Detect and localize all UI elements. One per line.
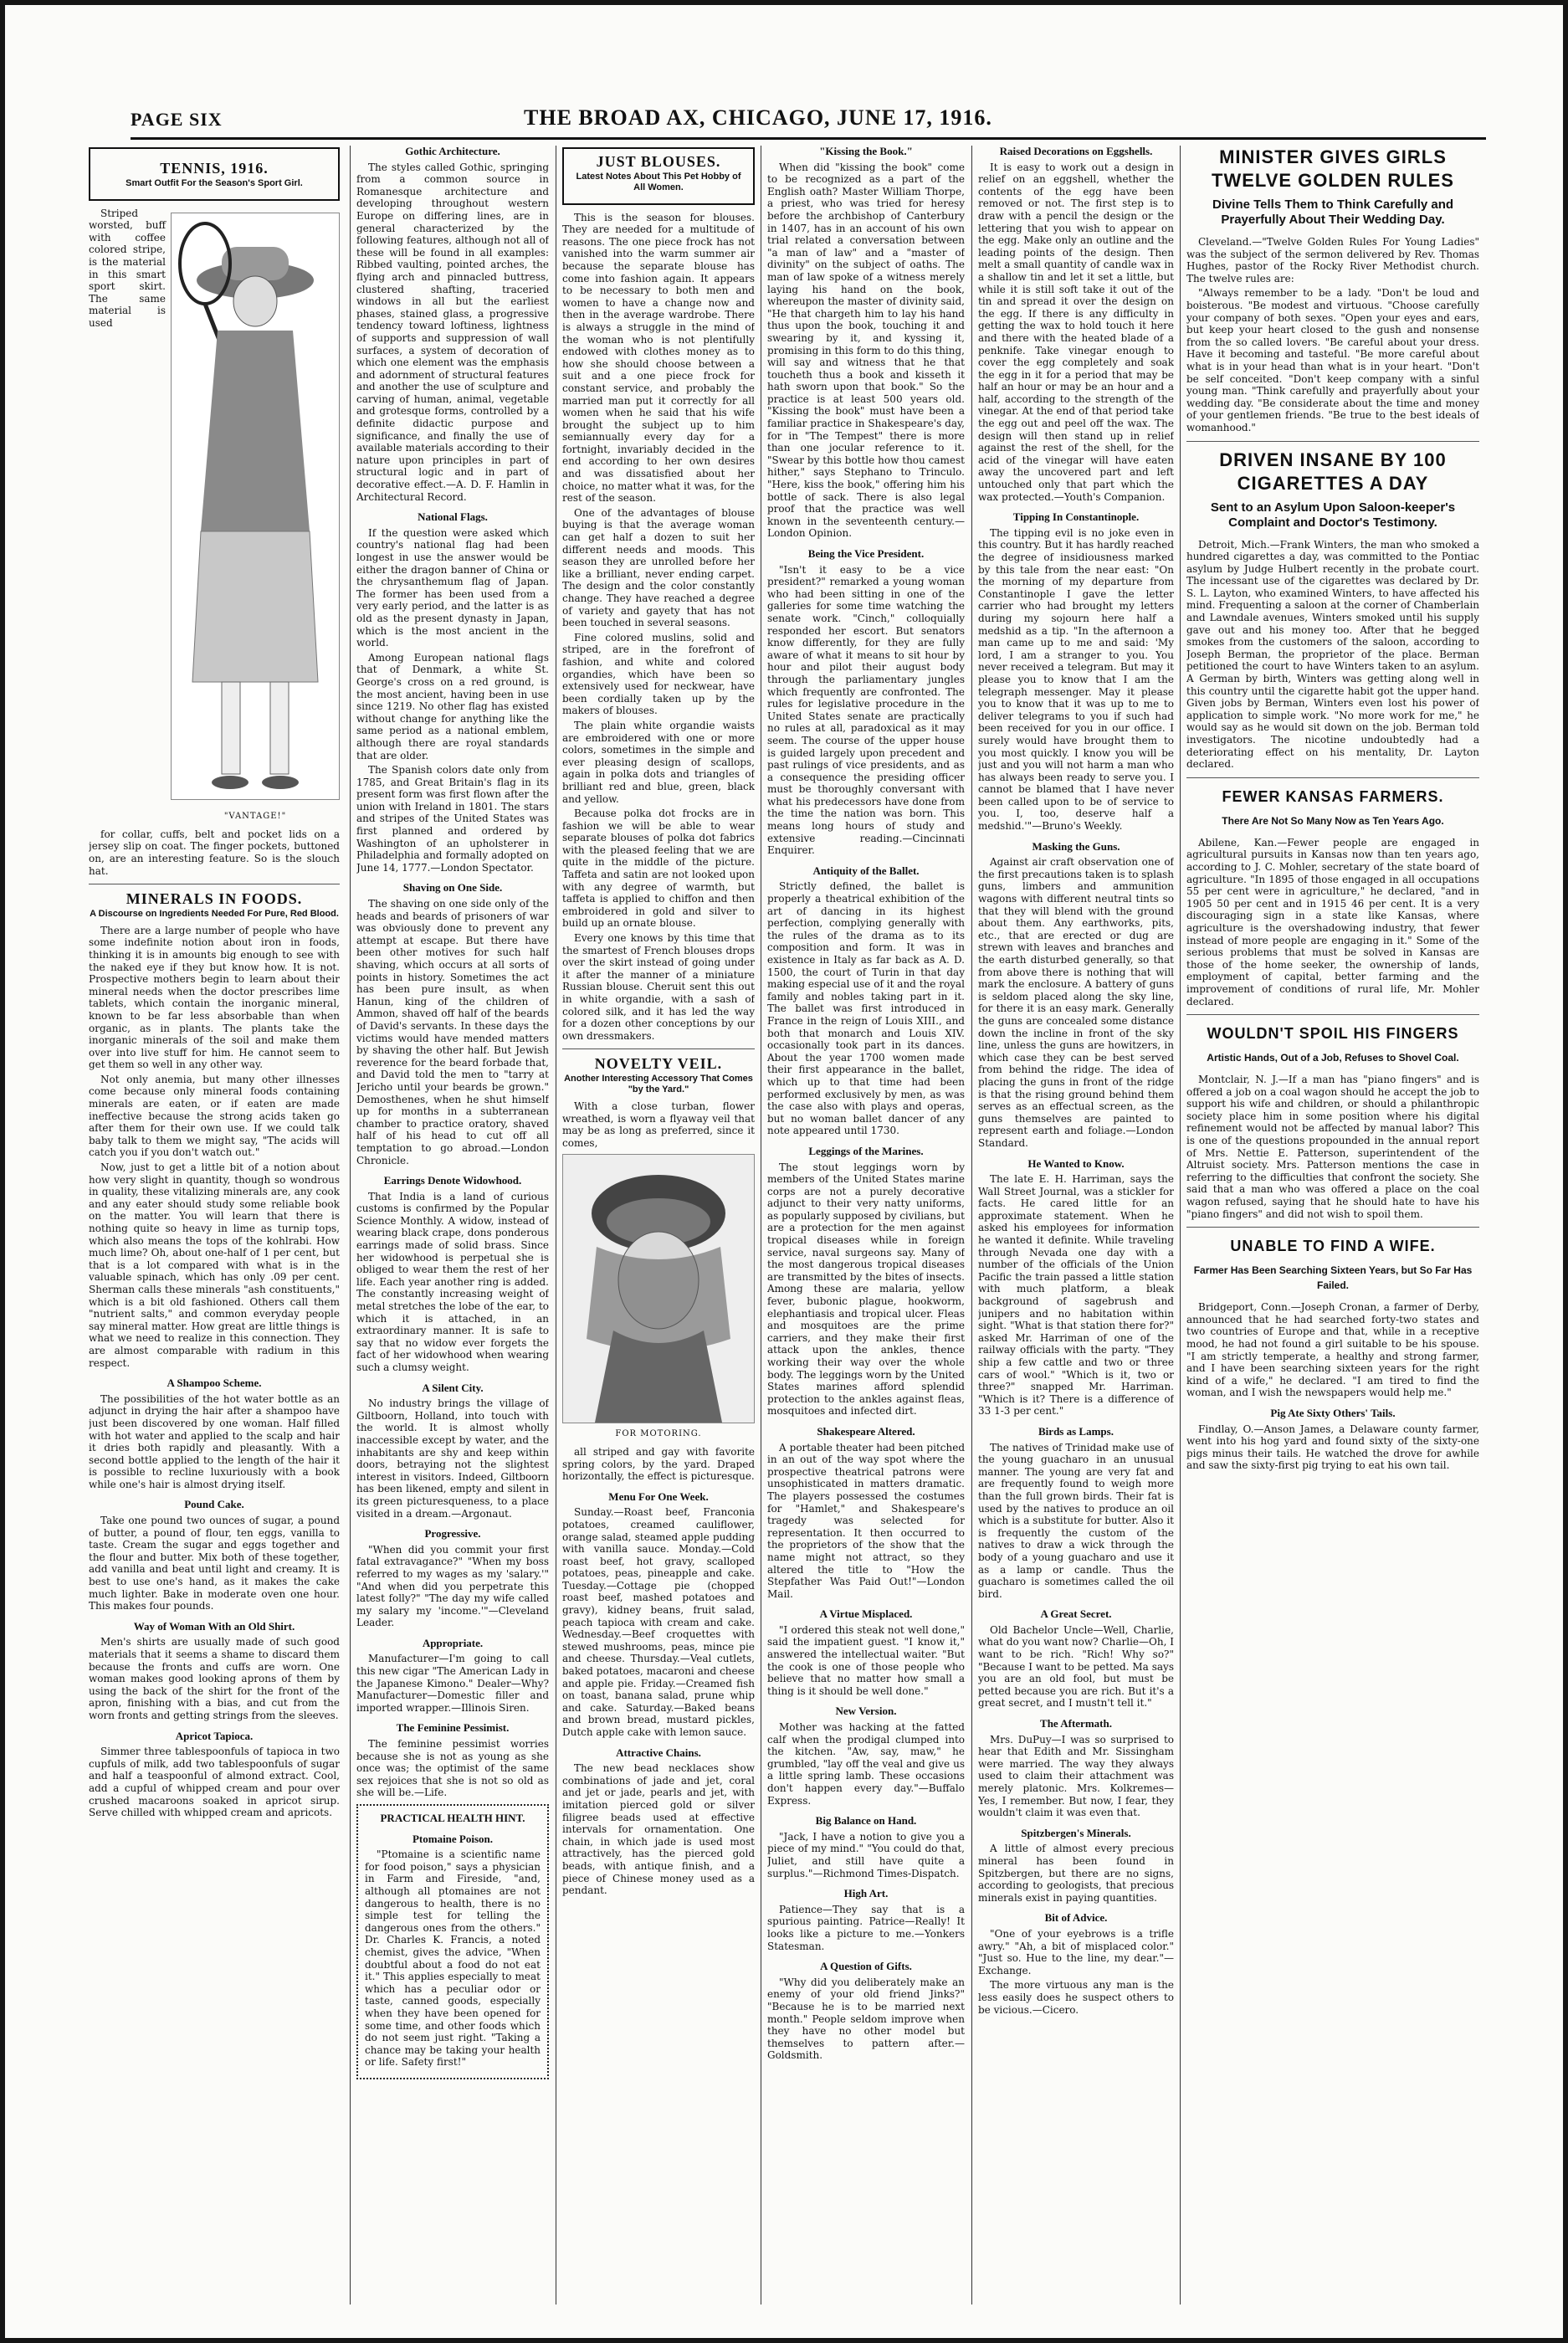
section-rule: [562, 1048, 755, 1049]
article-paragraph: If the question were asked which country's national flag had been longest in use the answer would be either the dragon banner of China or the chrysanthemum flag of Japan. The former has been used from a very early period, and the latter is as old as the present dynasty in Japan, which is the most ancient in the world.: [356, 526, 549, 649]
article-title: A Silent City.: [422, 1381, 484, 1394]
article-title: Attractive Chains.: [616, 1746, 701, 1759]
article-paragraph: It is easy to work out a design in relief on an eggshell, whether the contents of the egg have been removed or not. The first step is to draw with a pencil the design or the lettering that you wish to appear on the egg. Make only an outline and the leading points of the design. Then melt a small quantity of candle wax in a shallow tin and let it set a little, but while it is still soft take it out of the tin and spread it over the design on the egg. If there is any difficulty in getting the wax to hold touch it here and there with the heated blade of a penknife. Take vinegar enough to cover the egg completely and soak the egg in it for a period that may be half an hour or may be an hour and a half, according to the strength of the vinegar. At the end of that period take the egg out and peel off the wax. The design will then stand up in relief against the rest of the shell, for the acid of the vinegar will have eaten away the uncovered part and left untouched only that part which the wax protected.—Youth's Companion.: [978, 161, 1174, 503]
article-title: Progressive.: [424, 1527, 481, 1541]
article-title: Appropriate.: [422, 1636, 484, 1649]
article-paragraph: The stout leggings worn by members of the United States marine corps are not a purely decorative adjunct to their very natty uniforms, as popularly supposed by civilians, but are a protection for the men against tropical diseases while in foreign service, naval surgeons say. Many of the most dangerous tropical diseases are transmitted by the bites of insects. Among these are malaria, yellow fever, bubonic plague, hookworm, elephantiasis and tropical ulcer. Fleas and mosquitoes are the prime carriers, and they make their first attack upon the ankles, thence working their way over the whole body. The leggings worn by the United States marines afford splendid protection to the ankles against fleas, mosquitoes and infected dirt.: [767, 1161, 965, 1418]
article-paragraph: Among European national flags that of Denmark, a white St. George's cross on a red ground, is the most ancient, having been in use since 1219. No other flag has existed without change for anything like the same period as a national emblem, although there are royal standards that are older.: [356, 651, 549, 761]
article-paragraph: The natives of Trinidad make use of the young guacharo in an unusual manner. The young are very fat and are frequently found to weigh more than the full grown birds. Their fat is used by the natives to produce an oil which is a substitute for butter. Also it is frequently the custom of the natives to draw a wick through the body of a young guacharo and use it as a lamp or candle. Thus the guacharo is sometimes called the oil bird.: [978, 1441, 1174, 1600]
tennis-intro: [89, 208, 166, 828]
article-title: Tipping In Constantinople.: [1012, 510, 1140, 524]
article-paragraph: That India is a land of curious customs is confirmed by the Popular Science Monthly. A widow, instead of wearing black crape, dons ponderous earrings made of solid brass. Since her widowhood is perpetual she is obliged to wear them the rest of her life. Each year another ring is added. The constantly increasing weight of metal stretches the lobe of the ear, to which it is attached, in an extraordinary manner. It is safe to say that no widow ever forgets the fact of her widowhood when wearing such a clumsy weight.: [356, 1190, 549, 1373]
article-subtitle: Another Interesting Accessory That Comes "by the Yard.": [564, 1073, 753, 1095]
column-5: [978, 146, 1174, 2305]
article-paragraph: Not only anemia, but many other illnesses come because only mineral foods containing minerals are eaten, or if eaten are made ineffective because the strong acids taken go after them for their own use. If we could talk baby talk to them we might say, "The acids will catch you if you don't watch out.": [89, 1073, 340, 1159]
article-title: Pound Cake.: [184, 1498, 244, 1511]
article-paragraph: Old Bachelor Uncle—Well, Charlie, what do you want now? Charlie—Oh, I want to be rich. "Rich! Why so?" "Because I want to be petted. Ma says you are an old fool, but must be petted because you are rich. But it's a great secret, and I mustn't tell it.": [978, 1623, 1174, 1710]
masthead-rule: [131, 137, 1486, 140]
article-paragraph: Against air craft observation one of the first precautions taken is to splash guns, limbers and ammunition wagons with different neutral tints so that they will blend with the ground about them. Any earthworks, pits, etc., that are erected or dug are strewn with leaves and branches and the earth disturbed generally, so that from above there is nothing that will mark the enclosure. A battery of guns is seldom placed along the sky line, for there it is an easy mark. Generally the guns are concealed some distance down the incline in front of the sky line, unless the guns are howitzers, in which case they can be best served from behind the ridge. The idea of placing the guns in front of the ridge is that the rising ground behind them serves as an effectual screen, as the guns themselves are painted to represent earth and foliage.—London Standard.: [978, 856, 1174, 1149]
article-paragraph: The more virtuous any man is the less easily does he suspect others to be vicious.—Cicero.: [978, 1979, 1174, 2016]
article-title: "Kissing the Book.": [819, 146, 913, 157]
article-title: The Feminine Pessimist.: [396, 1721, 510, 1735]
headline: MINISTER GIVES GIRLS TWELVE GOLDEN RULES: [1212, 146, 1454, 191]
article-paragraph: Abilene, Kan.—Fewer people are engaged in agricultural pursuits in Kansas now than ten years ago, according to J. C. Mohler, secretary of the state board of agriculture. "In 1895 of those engaged in all occupations 55 per cent were in agriculture," he declared, "and in 1905 50 per cent and in 1915 46 per cent. It is a very discouraging sign in a state like Kansas, where agriculture is the overshadowing industry, that fewer instead of more people are engaging in it." Some of the serious problems that must be solved in Kansas are those of the home seeker, the ownership of lands, employment of capital, better farming and the improvement of conditions of rural life, Mr. Mohler declared.: [1186, 836, 1479, 1007]
column-divider: [971, 146, 972, 2305]
article-paragraph: This is the season for blouses. They are needed for a multitude of reasons. The one piece frock has not vanished into the warm summer air because the separate blouse has come into fashion again. It appears to be necessary to both men and women to have a change now and then in the average wardrobe. There is always a struggle in the mind of the woman who is not plentifully endowed with clothes money as to how she should choose between a suit and a one piece frock for constant service, and probably the married man put it correctly for all women when he said that his wife brought the subject up to him semiannually every day for a fortnight, invariably decided in the end according to her own desires and was dissatisfied about her choice, no matter what it was, for the rest of the season.: [562, 211, 755, 505]
article-paragraph: Striped worsted, buff with coffee colored stripe, is the material in this smart sport skirt. The same material is used: [89, 207, 166, 329]
article-title: TENNIS, 1916.: [160, 160, 269, 177]
article-paragraph: One of the advantages of blouse buying is that the average woman can get half a dozen to suit her different needs and moods. This season they are unrolled before her like a brilliant, never ending carpet. The design and the color constantly change. They have reached a degree of variety and gayety that has not been touched in several seasons.: [562, 506, 755, 629]
article-title: He Wanted to Know.: [1027, 1156, 1125, 1170]
article-paragraph: The feminine pessimist worries because she is not as young as she once was; the optimist of the same sex rejoices that she is not so old as she will be.—Life.: [356, 1738, 549, 1799]
article-paragraph: Cleveland.—"Twelve Golden Rules For Young Ladies" was the subject of the sermon delivered by Rev. Thomas Hughes, pastor of the Rocky River Methodist church. The twelve rules are:: [1186, 236, 1479, 285]
column-divider: [1180, 146, 1181, 2305]
masthead: [131, 105, 1486, 134]
page-number: PAGE SIX: [131, 109, 223, 130]
article-paragraph: The Spanish colors date only from 1785, and Great Britain's flag in its present form was first flown after the union with Ireland in 1801. The stars and stripes of the United States was first planned and ordered by Washington of an upholsterer in Philadelphia and formally adopted on June 14, 1777.—London Spectator.: [356, 764, 549, 874]
article-paragraph: Strictly defined, the ballet is properly a theatrical exhibition of the art of dancing in its highest perfection, complying generally with the rules of the drama as to its composition and form. It was in existence in Italy as far back as A. D. 1500, the court of Turin in that day making especial use of it and the royal family and nobles taking part in it. The ballet was first introduced in France in the reign of Louis XIII., and both that monarch and Louis XIV. occasionally took part in its dances. About the year 1700 women made their first appearance in the ballet, which up to that time had been performed exclusively by men, as was the case also with plays and operas, but no woman ballet dancer of any note appeared until 1730.: [767, 880, 965, 1137]
illustration-caption: FOR MOTORING.: [615, 1429, 702, 1439]
motoring-veil-illustration: [562, 1154, 755, 1423]
article-paragraph: Take one pound two ounces of sugar, a pound of butter, a pound of flour, ten eggs, vanilla to taste. Cream the sugar and eggs together and the flour and butter. Mix both of these together, add vanilla and beat until light and creamy. It is best to use one's hand, as it makes the cake much lighter. Bake in moderate oven one hour. This makes four pounds.: [89, 1515, 340, 1612]
headline-deck: Sent to an Asylum Upon Saloon-keeper's Complaint and Doctor's Testimony.: [1210, 500, 1456, 530]
article-title: Leggings of the Marines.: [808, 1144, 924, 1157]
article-subtitle: A Discourse on Ingredients Needed For Pure, Red Blood.: [90, 908, 339, 919]
article-paragraph: "One of your eyebrows is a trifle awry." "Ah, a bit of misplaced color." "Just so. Hue to the line, my dear."—Exchange.: [978, 1927, 1174, 1976]
column-3: [562, 146, 755, 2305]
column-1: [89, 146, 340, 2305]
article-title: Menu For One Week.: [608, 1489, 709, 1503]
blouses-header-box: [562, 147, 755, 205]
section-rule: [1186, 777, 1479, 778]
article-paragraph: "Ptomaine is a scientific name for food poison," says a physician in Farm and Fireside, "and, although all ptomaines are not dangerous to health, there is no simple test for telling the dangerous ones from the others." Dr. Charles K. Francis, a noted chemist, gives the advice, "When doubtful about a food do not eat it." This applies especially to meat which has a peculiar odor or taste, canned goods, especially when they have been opened for some time, and other foods which do not seem just right. "Taking a chance may be taking your health or life. Safety first!": [365, 1848, 541, 2069]
tennis-header-box: [89, 147, 340, 201]
article-title: Big Balance on Hand.: [815, 1814, 917, 1828]
article-paragraph: With a close turban, flower wreathed, is worn a flyaway veil that may be as long as preferred, since it comes,: [562, 1100, 755, 1149]
health-hint-box: [356, 1804, 549, 2079]
article-paragraph: "Always remember to be a lady. "Don't be loud and boisterous. "Be modest and virtuous. "Choose carefully your company of both sexes. "Open your eyes and ears, but keep your heart closed to the gush and nonsense from the so called lovers. "Be careful about your dress. Have it becoming and tasteful. "Be more careful about what is in your head than what is in your heart. "Don't be self conceited. "Don't keep company with a sinful young man. "Think carefully and prayerfully about your wedding day. "Be considerate about the time and money of your gentlemen friends. "Be true to the best ideals of womanhood.": [1186, 287, 1479, 433]
article-paragraph: "Jack, I have a notion to give you a piece of my mind." "You could do that, Juliet, and still have quite a surplus."—Richmond Times-Dispatch.: [767, 1830, 965, 1879]
article-paragraph: There are a large number of people who have some indefinite notion about iron in foods, thinking it is in amounts big enough to see with the naked eye if they but know how. It is not. Prospective mothers begin to learn about their mineral needs when the doctor prescribes lime tablets, which contain the inorganic mineral, known to be far less absorbable than when organic, as in plants. The plants take the inorganic minerals of the soil and make them over into live stuff for him. He cannot seem to get them so well in any other way.: [89, 924, 340, 1071]
article-paragraph: Bridgeport, Conn.—Joseph Cronan, a farmer of Derby, announced that he had searched forty-two states and two countries of Europe and that, while in a receptive mood, he had not found a girl suitable to be his spouse. "I am strictly temperate, a healthy and strong farmer, and I have been searching sixteen years for the right kind of a wife," he declared. "I am tired to find the woman, and I wish the newspapers would help me.": [1186, 1301, 1479, 1399]
article-title: Earrings Denote Widowhood.: [383, 1174, 522, 1187]
illustration-caption: "VANTAGE!": [223, 812, 287, 822]
article-paragraph: Detroit, Mich.—Frank Winters, the man who smoked a hundred cigarettes a day, was committed to the Pontiac asylum by Judge Hulbert recently in the probate court. The incessant use of the cigarettes was declared by Dr. S. L. Layton, who examined Winters, to have affected his mind. Frequenting a saloon at the corner of Chamberlain and Lawndale avenues, Winters smoked until his supply gave out and his money too. After that he begged smokes from the customers of the saloon, according to Joseph Berman, the proprietor of the place. Berman petitioned the court to have Winters taken to an asylum. A German by birth, Winters was getting along well in this country until the cigarette habit got the upper hand. Given jobs by Berman, Winters even lost his power of application to simple work. "No more work for me," he would say as he would sit down on the job. Berman told investigators. The nicotine undoubtedly had a deteriorating effect on his mentality, Dr. Layton declared.: [1186, 538, 1479, 771]
article-paragraph: Manufacturer—I'm going to call this new cigar "The American Lady in the Japanese Kimono." Dealer—Why? Manufacturer—Domestic filler and imported wrapper.—Illinois Siren.: [356, 1653, 549, 1714]
tennis-player-illustration: [171, 213, 340, 800]
article-title: Raised Decorations on Eggshells.: [999, 146, 1153, 157]
article-paragraph: "Isn't it easy to be a vice president?" remarked a young woman who had been sitting in one of the galleries for some time watching the senate work. "Cinch," colloquially responded her escort. But senators know differently, for they are fully aware of what it means to sit hour by hour and pilot their august body through the parliamentary jungles which frequently are confronted. The rules for legislative procedure in the United States senate are practically no rules at all, paradoxical as it may seem. The course of the upper house is guided largely upon precedent and past rulings of vice presidents, and as a consequence the presiding officer must be thoroughly conversant with what his predecessors have done from the time the nation was born. This means long hours of study and extensive reading.—Cincinnati Enquirer.: [767, 563, 965, 857]
article-paragraph: Fine colored muslins, solid and striped, are in the forefront of fashion, and white and colored organdies, which have been so extensively used for neckwear, have been cordially taken up by the makers of blouses.: [562, 631, 755, 717]
headline-deck: Divine Tells Them to Think Carefully and Prayerfully About Their Wedding Day.: [1212, 197, 1454, 227]
article-title: Way of Woman With an Old Shirt.: [133, 1619, 295, 1633]
article-paragraph: Every one knows by this time that the smartest of French blouses drops over the skirt instead of going under it after the manner of a miniature Russian blouse. Cheruit sent this out in white organdie, with a sash of colored silk, and it has led the way for a dozen other conceptions by our own dressmakers.: [562, 932, 755, 1042]
article-title: Birds as Lamps.: [1038, 1424, 1114, 1438]
section-rule: [1186, 1227, 1479, 1228]
article-title: MINERALS IN FOODS.: [126, 890, 303, 908]
article-paragraph: Montclair, N. J.—If a man has "piano fingers" and is offered a job on a coal wagon should he accept the job to support his wife and children, or should a philanthropic society place him in some position where his digital refinement would not be affected by manual labor? This is one of the questions propounded in the annual report of Mrs. Nettie E. Patterson, superintendent of the Altruist society. Mrs. Patterson mentions the case in referring to the difficulties that confront the society. She said that a man who was offered a place on the coal wagon refused, saying that he should hate to have his "piano fingers" and did not wish to spoil them.: [1186, 1074, 1479, 1220]
article-title: Pig Ate Sixty Others' Tails.: [1270, 1406, 1396, 1419]
article-paragraph: The plain white organdie waists are embroidered with one or more colors, sometimes in the simple and ever pleasing design of scallops, again in polka dots and triangles of brilliant red and blue, green, black and yellow.: [562, 719, 755, 805]
article-title: National Flags.: [418, 510, 488, 524]
article-paragraph: No industry brings the village of Giltboorn, Holland, into touch with the world. It is almost wholly inaccessible except by water, and the inhabitants are shy and keep within doors, betraying not the slightest interest in visitors. Indeed, Giltboorn has been likened, empty and silent in its green picturesqueness, to a place visited in a dream.—Argonaut.: [356, 1397, 549, 1520]
article-paragraph: The possibilities of the hot water bottle as an adjunct in drying the hair after a shampoo have just been discovered by one woman. Half filled with hot water and applied to the scalp and hair it dries both rapidly and pleasantly. With a second bottle applied to the length of the hair it is possible to recline luxuriously with a book while one's hair is almost drying itself.: [89, 1392, 340, 1490]
box-title: PRACTICAL HEALTH HINT.: [380, 1812, 525, 1824]
article-title: Gothic Architecture.: [405, 146, 500, 157]
article-title: A Shampoo Scheme.: [167, 1377, 262, 1390]
article-title: High Art.: [843, 1887, 889, 1900]
article-paragraph: Mother was hacking at the fatted calf when the prodigal clumped into the kitchen. "Aw, say, maw," he grumbled, "lay off the veal and give us a little spring lamb. These occasions don't happen every day."—Buffalo Express.: [767, 1721, 965, 1807]
article-title: Bit of Advice.: [1044, 1911, 1108, 1925]
article-paragraph: Patience—They say that is a spurious painting. Patrice—Really! It looks like a picture to me.—Yonkers Statesman.: [767, 1903, 965, 1952]
article-paragraph: Sunday.—Roast beef, Franconia potatoes, creamed cauliflower, orange salad, steamed apple pudding with vanilla sauce. Monday.—Cold roast beef, hot gravy, scalloped potatoes, peas, pineapple and cake. Tuesday.—Cottage pie (chopped roast beef, mashed potatoes and gravy), kidney beans, fruit salad, peach tapioca with cream and cake. Wednesday.—Beef croquettes with stewed mushrooms, peas, mince pie and cheese. Thursday.—Veal cutlets, baked potatoes, macaroni and cheese and apple pie. Friday.—Creamed fish on toast, banana salad, prune whip and cake. Saturday.—Baked beans and brown bread, mustard pickles, Dutch apple cake with lemon sauce.: [562, 1506, 755, 1738]
article-title: New Version.: [835, 1705, 897, 1718]
article-paragraph: all striped and gay with favorite spring colors, by the yard. Draped horizontally, the effect is picturesque.: [562, 1445, 755, 1483]
article-title: Antiquity of the Ballet.: [812, 864, 920, 877]
article-title: Ptomaine Poison.: [412, 1832, 494, 1845]
article-title: Being the Vice President.: [807, 547, 925, 560]
section-rule: [1186, 441, 1479, 442]
article-paragraph: Simmer three tablespoonfuls of tapioca in two cupfuls of milk, add two tablespoonfuls of sugar and half a teaspoonful of almond extract. Cool, add a cupful of whipped cream and pour over crushed macaroons soaked in apricot sirup. Serve chilled with whipped cream and apricots.: [89, 1746, 340, 1819]
article-title: Apricot Tapioca.: [175, 1729, 254, 1742]
column-6: [1186, 146, 1479, 2305]
article-title: NOVELTY VEIL.: [594, 1055, 723, 1073]
article-paragraph: A little of almost every precious mineral has been found in Spitzbergen, but there are no signs, according to geologists, that precious minerals exist in paying quantities.: [978, 1843, 1174, 1904]
article-title: Masking the Guns.: [1032, 839, 1120, 853]
column-2: [356, 146, 549, 2305]
article-title: A Great Secret.: [1040, 1607, 1112, 1621]
newspaper-title: THE BROAD AX, CHICAGO, JUNE 17, 1916.: [524, 105, 992, 130]
headline: UNABLE TO FIND A WIFE.: [1230, 1238, 1436, 1255]
article-title: Shaving on One Side.: [402, 881, 503, 895]
headline: DRIVEN INSANE BY 100 CIGARETTES A DAY: [1219, 449, 1447, 494]
article-paragraph: A portable theater had been pitched in an out of the way spot where the prospective theatrical patrons were unsophisticated in matters dramatic. The players possessed the costumes for "Hamlet," and Shakespeare's tragedy was selected for representation. It then occurred to the proprietors of the show that the name might not attract, so they altered the title to "How the Stepfather Was Paid Out!"—London Mail.: [767, 1441, 965, 1600]
article-paragraph: The tipping evil is no joke even in this country. But it has hardly reached the degree of insidiousness marked by this tale from the near east: "On the morning of my departure from Constantinople I gave the letter carrier who had brought my letters during my sojourn here half a medshid as a tip. "In the afternoon a man came up to me and said: 'My lord, I am a stranger to you. You never received a telegram. But may it please you to know that I am the telegraph messenger. May it please you to know that it was up to me to deliver telegrams to you if such had been received for you in our office. I surely would have brought them to you most quickly. I know you will be just and you will not harm a man who has always been ready to serve you. I cannot be blamed that I have never been called upon to be of service to you. I, too, deserve half a medshid.'"—Bruno's Weekly.: [978, 526, 1174, 833]
article-subtitle: Latest Notes About This Pet Hobby of All Women.: [576, 171, 741, 192]
article-paragraph: The styles called Gothic, springing from a common source in Romanesque architecture and developing throughout western Europe on differing lines, are in general characterized by the following features, although not all of these will be found in all examples: Ribbed vaulting, pointed arches, the flying arch and pinnacled buttress, clustered shafting, traceried windows in all but the earliest phases, stained glass, a progressive tendency toward loftiness, lightness of supports and suppression of wall surfaces, a system of decoration of which one element was the emphasis and adornment of structural features and another the use of sculpture and carving of human, animal, vegetable and grotesque forms, controlled by a definite didactic purpose and significance, and finally the use of available materials according to their nature upon principles in part of structural logic and in part of decorative effect.—A. D. F. Hamlin in Architectural Record.: [356, 161, 549, 503]
article-subtitle: Smart Outfit For the Season's Sport Girl.: [126, 177, 303, 188]
headline-deck: There Are Not So Many Now as Ten Years Ago.: [1222, 814, 1444, 827]
article-paragraph: Mrs. DuPuy—I was so surprised to hear that Edith and Mr. Sissingham were married. The way they always used to claim their attachment was merely platonic. Mrs. Kolkremes—Yes, I remember. But now, I fear, they wouldn't claim it was even that.: [978, 1733, 1174, 1819]
section-rule: [1186, 1014, 1479, 1015]
article-title: A Question of Gifts.: [820, 1960, 912, 1973]
article-paragraph: Men's shirts are usually made of such good materials that it seems a shame to discard them because the fronts and cuffs are worn. One woman makes good looking aprons of them by using the back of the shirt for the front of the apron, finishing with a bias, and cut from the worn fronts and getting strings from the sleeves.: [89, 1636, 340, 1721]
column-divider: [350, 146, 351, 2305]
article-paragraph: Now, just to get a little bit of a notion about how very slight in quantity, though so wondrous in quality, these vitalizing minerals are, any cook and any eater should study some reliable book on the matter. You will learn that there is nothing quite so heavy in lime as turnip tops, which also means the tops of the kohlrabi. How much lime? Oh, about one-half of 1 per cent, but that is a lot compared with what is in the valuable spinach, which has only .09 per cent. Sherman calls these minerals "ash constituents," which is a bit old fashioned. Others call them "nutrient salts," and common everyday people say mineral matter. How great are little things is what we need to realize in this connection. They are almost comparable with radium in this respect.: [89, 1161, 340, 1369]
headline-deck: Farmer Has Been Searching Sixteen Years, but So Far Has Failed.: [1193, 1264, 1473, 1292]
article-title: Shakespeare Altered.: [817, 1424, 915, 1438]
article-title: JUST BLOUSES.: [596, 153, 721, 170]
headline: FEWER KANSAS FARMERS.: [1222, 787, 1444, 805]
article-paragraph: "Why did you deliberately make an enemy of your old friend Jinks?" "Because he is to be married next month." People seldom improve when they have no other model but themselves to pattern after.—Goldsmith.: [767, 1976, 965, 2062]
article-paragraph: Because polka dot frocks are in fashion we will be able to wear separate blouses of polka dot fabrics with the pleased feeling that we are quite in the middle of the picture. Taffeta and satin are not looked upon with any degree of warmth, but taffeta is applied to chiffon and then embroidered in gold and silver to build up an ornate blouse.: [562, 807, 755, 930]
article-title: The Aftermath.: [1040, 1717, 1112, 1730]
article-paragraph: The shaving on one side only of the heads and beards of prisoners of war was obviously done to prevent any attempt at escape. But there have been other motives for such half shaving, which occurs at all sorts of points in history. Sometimes the act has been pure insult, as when Hanun, king of the children of Ammon, shaved off half of the beards of David's servants. In these days the victims would have mended matters by shaving the other half. But Jewish reverence for the beard forbade that, and David told the men to "tarry at Jericho until your beards be grown." Demosthenes, when he shut himself up for months in a subterranean chamber to practice oratory, shaved half of his head to cut off all temptation to go abroad.—London Chronicle.: [356, 898, 549, 1166]
article-paragraph: When did "kissing the book" come to be recognized as a part of the English oath? Master William Thorpe, a priest, who was tried for heresy before the archbishop of Canterbury in 1407, has in an account of his own trial related a conversation between "a man of law" and a "master of divinity" on the subject of oaths. The man of law spoke of a witness merely laying his hand on the book, whereupon the master of divinity said, "He that chargeth him to lay his hand thus upon the book, touching it and swearing by it, and kyssing it, promising in this form to do this thing, will say and witness that he that toucheth thus a book and kisseth it hath sworn upon that book." So the practice is at least 500 years old. "Kissing the book" must have been a familiar practice in Shakespeare's day, for in "The Tempest" there is more than one jocular reference to it. "Swear by this bottle how thou camest hither," says Stephano to Trinculo. "Here, kiss the book," offering him his bottle of sack. There is also legal proof that the practice was well known in the seventeenth century.—London Opinion.: [767, 161, 965, 540]
article-title: A Virtue Misplaced.: [819, 1607, 913, 1621]
article-paragraph: The late E. H. Harriman, says the Wall Street Journal, was a stickler for facts. He cared little for an approximate statement. When he asked his employees for information he wanted it definite. While traveling through Nevada one day with a number of the officials of the Union Pacific the train passed a little station with much platform, a bleak background of sagebrush and junipers and no habitation within sight. "What is that station there for?" asked Mr. Harriman of one of the railway officials with the party. "They ship a few cattle and two or three cars of wool." "Which is it, two or three?" snapped Mr. Harriman. "Which is it? There is a difference of 33 1-3 per cent.": [978, 1173, 1174, 1418]
tennis-layout: [89, 208, 340, 828]
article-paragraph: The new bead necklaces show combinations of jade and jet, coral and jet or jade, pearls and jet, with imitation pierced gold or silver filigree beads used at effective intervals for ornamentation. One chain, in which jade is used most attractively, has the pierced gold beads, with antique finish, and a piece of Chinese money used as a pendant.: [562, 1762, 755, 1897]
article-paragraph: for collar, cuffs, belt and pocket lids on a jersey slip on coat. The finger pockets, buttoned on, are an interesting feature. So is the slouch hat.: [89, 828, 340, 877]
article-paragraph: "When did you commit your first fatal extravagance?" "When my boss referred to my wages as my 'salary.'" "And when did you perpetrate this latest folly?" "The day my wife called my salary my 'income.'"—Cleveland Leader.: [356, 1543, 549, 1629]
article-title: Spitzbergen's Minerals.: [1021, 1826, 1131, 1839]
column-4: [767, 146, 965, 2305]
headline-deck: Artistic Hands, Out of a Job, Refuses to Shovel Coal.: [1207, 1052, 1459, 1064]
tennis-illustration-wrap: [171, 208, 340, 828]
article-paragraph: "I ordered this steak not well done," said the impatient guest. "I know it," answered the intellectual waiter. "But the cook is one of those people who believe that no matter how small a thing is it should be well done.": [767, 1623, 965, 1697]
headline: WOULDN'T SPOIL HIS FINGERS: [1207, 1025, 1459, 1043]
article-paragraph: Findlay, O.—Anson James, a Delaware county farmer, went into his hog yard and found sixty of the sixty-one pigs minus their tails. He watched the drove for awhile and saw the sixty-first pig trying to eat his own tail.: [1186, 1423, 1479, 1472]
